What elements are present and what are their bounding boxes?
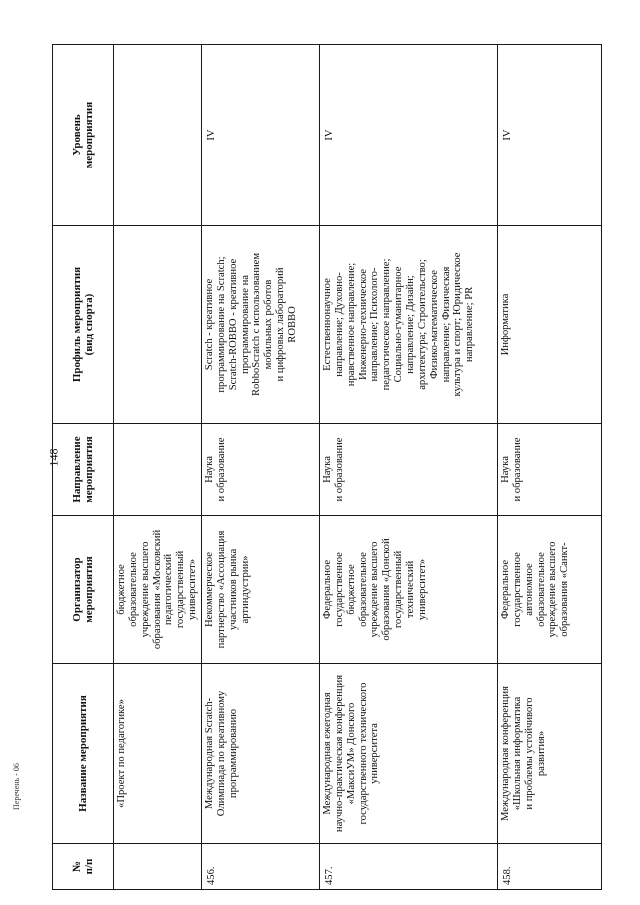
cell-name: Международная ежегодная научно-практическая конференция «МаксиУМ» Донского государственного технического университета [320,664,498,844]
header-level: Уровень мероприятия [53,45,114,226]
header-number: № п/п [53,844,114,890]
cell-level [114,45,202,226]
cell-direction: Наука и образование [498,424,602,516]
page-number: 148 [46,448,61,467]
table-row [114,45,202,890]
cell-direction: Наука и образование [320,424,498,516]
cell-name: «Проект по педагогике» [114,664,202,844]
cell-profile: Scratch - креативное программирование на Scratch; Scratch-ROBBO - креативное программирование на RobboScratch с использованием мобильных роботов и цифровых лабораторий ROBBO [202,226,320,424]
cell-direction: Наука и образование [202,424,320,516]
cell-profile: Естественнонаучное направление; Духовно- нравственное направление; Инженерно-техническое направление; Психолого- педагогическое направление; Социально-гуманитарное направление; Дизайн; архитектура; Строительство; Физико-математическое направление; Физическая культура и спорт; Юридическое направление; PR [320,226,498,424]
cell-level: IV [320,45,498,226]
header-direction: Направление мероприятия [53,424,114,516]
cell-number [114,844,202,890]
cell-organizer: Федеральное государственное бюджетное образовательное учреждение высшего образования «Донской государственный технический университет» [320,516,498,664]
cell-name: Международная конференция «Школьная информатика и проблемы устойчивого развития» [498,664,602,844]
cell-number: 458. [498,844,602,890]
cell-organizer: бюджетное образовательное учреждение высшего образования «Московский педагогический государственный университет» [114,516,202,664]
events-table [52,44,602,890]
table-row [498,45,602,890]
header-profile: Профиль мероприятия (вид спорта) [53,226,114,424]
cell-organizer: Федеральное государственное автономное образовательное учреждение высшего образования «Санкт- [498,516,602,664]
cell-number: 457. [320,844,498,890]
table-row [320,45,498,890]
header-organizer: Организатор мероприятия [53,516,114,664]
cell-level: IV [498,45,602,226]
cell-profile [114,226,202,424]
cell-name: Международная Scratch- Олимпиада по креативному программированию [202,664,320,844]
cell-level: IV [202,45,320,226]
cell-direction [114,424,202,516]
cell-number: 456. [202,844,320,890]
footer-text: Перечень - 06 [12,763,21,810]
cell-profile: Информатика [498,226,602,424]
header-name: Название мероприятия [53,664,114,844]
table-row [202,45,320,890]
cell-organizer: Некоммерческое партнерство «Ассоциация участников рынка артиндустрии» [202,516,320,664]
table-header-row [53,45,114,890]
rotated-page [52,45,592,890]
